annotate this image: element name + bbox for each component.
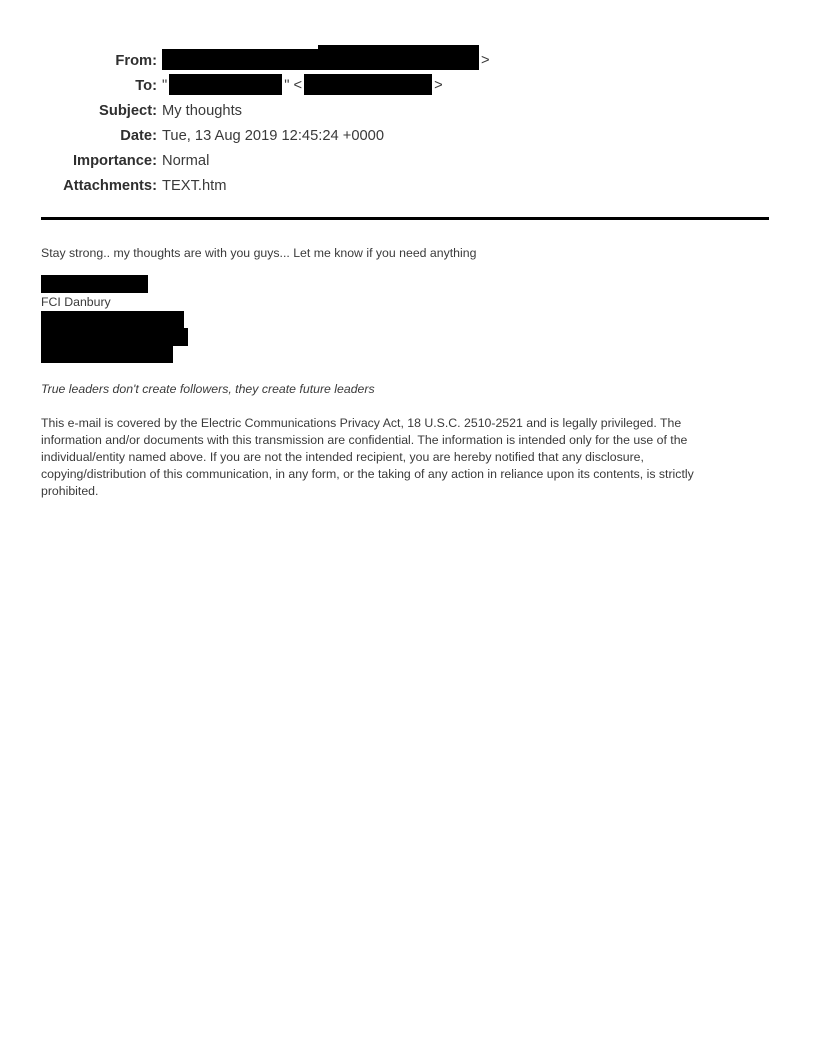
- to-label: To:: [135, 77, 157, 94]
- header-row-importance: [41, 148, 769, 173]
- attachment-filename: TEXT.htm: [162, 177, 227, 194]
- disclaimer-line: copying/distribution of this communication, in any form, or the taking of any action in reliance upon its contents, is strictly: [41, 466, 694, 481]
- date-value: Tue, 13 Aug 2019 12:45:24 +0000: [162, 127, 385, 144]
- from-label: From:: [115, 52, 157, 69]
- email-header: [41, 48, 769, 198]
- header-row-from: [41, 48, 769, 73]
- to-mid-text: " <: [284, 77, 303, 94]
- disclaimer-line: individual/entity named above. If you are not the intended recipient, you are hereby notified that any disclosure,: [41, 449, 644, 464]
- redacted-signature-line-3: [41, 346, 173, 363]
- signature-quote-text: True leaders don't create followers, they create future leaders: [41, 381, 375, 396]
- header-row-to: [41, 73, 769, 98]
- redacted-from-address: [162, 49, 479, 70]
- disclaimer-line: This e-mail is covered by the Electric Communications Privacy Act, 18 U.S.C. 2510-2521 and is legally privileged. The: [41, 415, 682, 430]
- redacted-to-display-name: [169, 74, 282, 95]
- header-divider-rule: [41, 217, 769, 220]
- date-label: Date:: [120, 127, 157, 144]
- disclaimer-line: prohibited.: [41, 483, 99, 498]
- from-value: [162, 50, 769, 71]
- to-open-quote: ": [162, 77, 168, 94]
- header-row-date: [41, 123, 769, 148]
- redacted-signature-name: [41, 275, 148, 293]
- from-suffix: >: [481, 52, 490, 69]
- disclaimer-line: information and/or documents with this transmission are confidential. The information is intended only for the use of the: [41, 432, 688, 447]
- redacted-signature-line-1: [41, 311, 184, 328]
- to-close-bracket: >: [434, 77, 443, 94]
- subject-label: Subject:: [99, 102, 157, 119]
- to-value: [162, 75, 769, 96]
- email-body: [41, 245, 769, 500]
- subject-value: My thoughts: [162, 102, 243, 119]
- importance-value: Normal: [162, 152, 210, 169]
- signature-location-text: FCI Danbury: [41, 294, 111, 309]
- attachments-label: Attachments:: [63, 177, 157, 194]
- header-row-subject: [41, 98, 769, 123]
- legal-disclaimer: [41, 415, 769, 500]
- redacted-to-address: [304, 74, 432, 95]
- header-row-attachments: [41, 173, 769, 198]
- body-greeting-text: Stay strong.. my thoughts are with you guys... Let me know if you need anything: [41, 245, 477, 260]
- redacted-signature-line-2: [41, 328, 188, 346]
- importance-label: Importance:: [72, 152, 157, 169]
